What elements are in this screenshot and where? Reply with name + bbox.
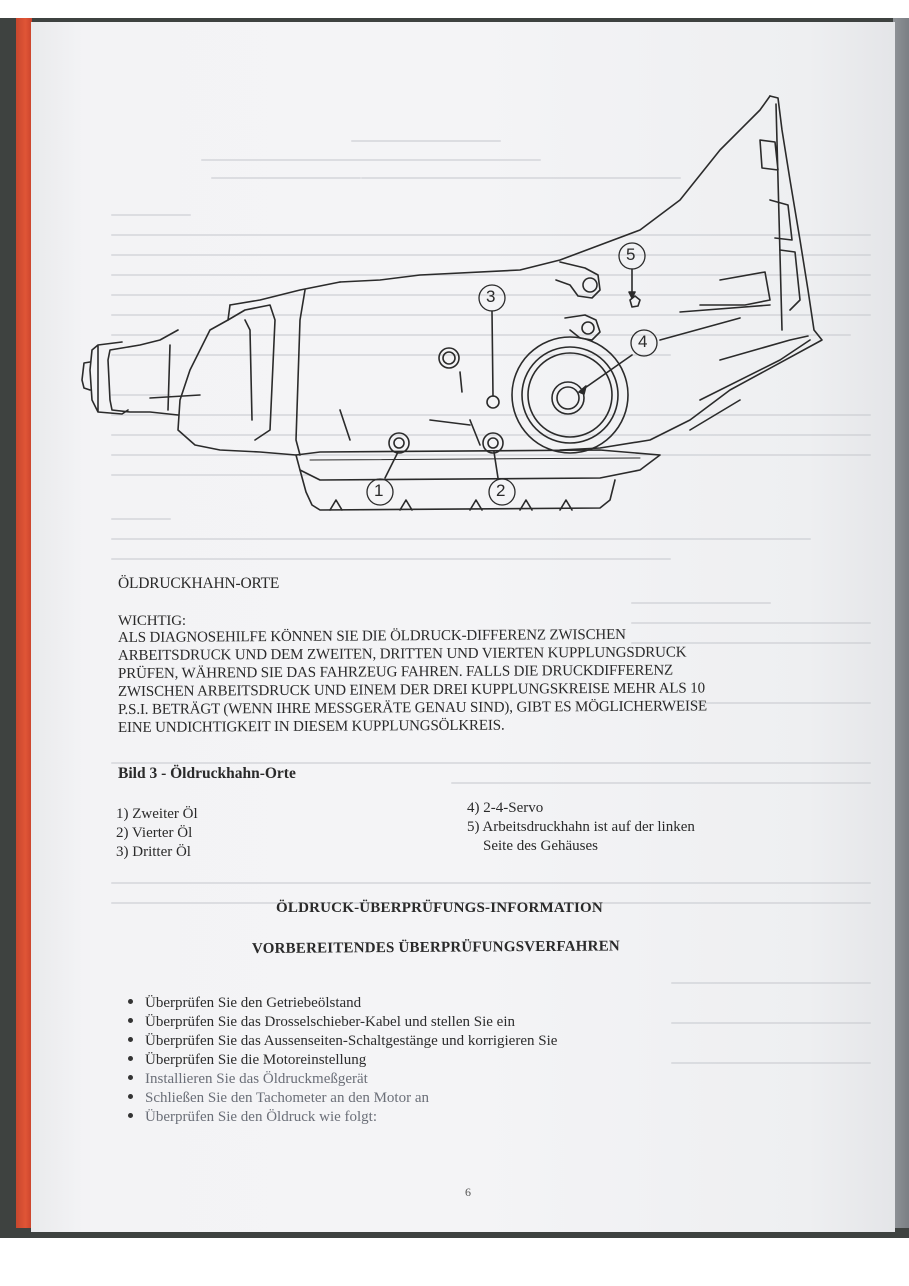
callout-4: 4	[638, 332, 648, 351]
legend-item-4: 4) 2-4-Servo	[467, 800, 544, 816]
warning-line: P.S.I. BETRÄGT (WENN IHRE MESSGERÄTE GENAU SIND), GIBT ES MÖGLICHERWEISE	[117, 698, 708, 718]
bleed-through-line	[631, 602, 771, 604]
transmission-diagram	[60, 88, 860, 528]
legend-item-2: 2) Vierter Öl	[116, 825, 193, 841]
bleed-through-line	[111, 558, 671, 560]
bullet-icon	[128, 1113, 133, 1118]
list-item: Überprüfen Sie den Öldruck wie folgt:	[128, 1109, 377, 1126]
legend-item-5: 5) Arbeitsdruckhahn ist auf der linken	[467, 819, 695, 835]
callout-2: 2	[496, 481, 506, 500]
callout-5: 5	[626, 245, 636, 264]
list-item: Schließen Sie den Tachometer an den Motor an	[128, 1090, 429, 1107]
list-item: Überprüfen Sie den Getriebeölstand	[128, 995, 361, 1012]
bullet-icon	[128, 1075, 133, 1080]
bullet-icon	[128, 1094, 133, 1099]
bleed-through-line	[691, 702, 871, 704]
bullet-icon	[128, 999, 133, 1004]
page-number: 6	[465, 1185, 471, 1199]
info-title: ÖLDRUCK-ÜBERPRÜFUNGS-INFORMATION	[276, 900, 603, 916]
list-item: Überprüfen Sie das Drosselschieber-Kabel und stellen Sie ein	[128, 1014, 515, 1031]
bleed-through-line	[111, 882, 871, 884]
legend-item-3: 3) Dritter Öl	[116, 844, 191, 860]
bullet-icon	[128, 1037, 133, 1042]
bleed-through-line	[451, 782, 871, 784]
bleed-through-line	[671, 1022, 871, 1024]
figure-caption: Bild 3 - Öldruckhahn-Orte	[118, 765, 296, 782]
callout-3: 3	[486, 287, 496, 306]
bleed-through-line	[671, 1062, 871, 1064]
binder-edge	[16, 18, 32, 1228]
warning-label: WICHTIG:	[118, 613, 186, 629]
page-edge-shadow	[893, 18, 909, 1228]
list-item: Überprüfen Sie die Motoreinstellung	[128, 1052, 366, 1069]
section-heading: ÖLDRUCKHAHN-ORTE	[118, 575, 280, 592]
bleed-through-line	[111, 538, 811, 540]
bleed-through-line	[671, 982, 871, 984]
callout-1: 1	[374, 481, 384, 500]
warning-line: ALS DIAGNOSEHILFE KÖNNEN SIE DIE ÖLDRUCK-DIFFERENZ ZWISCHEN	[117, 626, 626, 646]
bleed-through-line	[631, 622, 871, 624]
list-item: Überprüfen Sie das Aussenseiten-Schaltgestänge und korrigieren Sie	[128, 1033, 557, 1050]
procedure-title: VORBEREITENDES ÜBERPRÜFUNGSVERFAHREN	[251, 938, 620, 957]
warning-line: ARBEITSDRUCK UND DEM ZWEITEN, DRITTEN UND VIERTEN KUPPLUNGSDRUCK	[117, 644, 687, 664]
warning-line: EINE UNDICHTIGKEIT IN DIESEM KUPPLUNGSÖLKREIS.	[117, 717, 505, 736]
list-item: Installieren Sie das Öldruckmeßgerät	[128, 1071, 368, 1088]
warning-line: ZWISCHEN ARBEITSDRUCK UND EINEM DER DREI KUPPLUNGSKREISE MEHR ALS 10	[117, 680, 705, 700]
legend-item-1: 1) Zweiter Öl	[116, 806, 198, 822]
bullet-icon	[128, 1018, 133, 1023]
legend-item-5-continued: Seite des Gehäuses	[483, 838, 598, 854]
bleed-through-line	[111, 762, 871, 764]
bullet-icon	[128, 1056, 133, 1061]
warning-line: PRÜFEN, WÄHREND SIE DAS FAHRZEUG FAHREN. FALLS DIE DRUCKDIFFERENZ	[117, 662, 674, 682]
